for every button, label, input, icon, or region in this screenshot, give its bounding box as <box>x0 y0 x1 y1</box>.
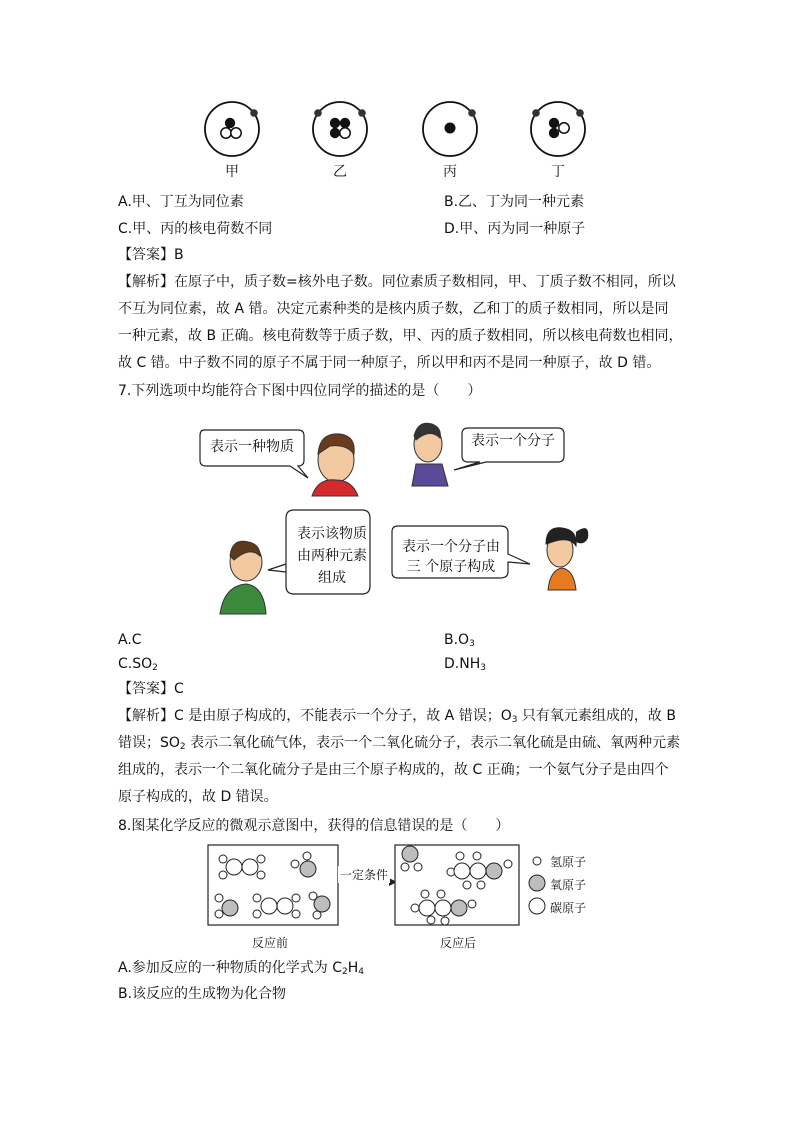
q8-option-a-sub2: 4 <box>358 967 365 977</box>
atom-label-ding: 丁 <box>551 164 565 180</box>
q6-option-a: A.甲、丁互为同位素 <box>118 194 244 210</box>
q7-option-c-text: C.SO <box>118 656 153 672</box>
bubble-3-line-2: 由两种元素 <box>297 548 367 564</box>
q6-option-b: B.乙、丁为同一种元素 <box>444 194 585 210</box>
legend-carbon-label: 碳原子 <box>550 901 587 915</box>
legend-hydrogen-marker <box>533 857 541 865</box>
bubble-2-text: 表示一个分子 <box>471 433 555 449</box>
q8-option-a-sub1: 2 <box>342 967 348 977</box>
q7-option-b-sub: 3 <box>469 639 475 649</box>
q6-analysis-line-3: 一种元素，故 B 正确。核电荷数等于质子数，甲、丙的质子数相同，所以核电荷数也相同， <box>118 328 683 344</box>
atom-label-bing: 丙 <box>443 164 457 180</box>
q6-analysis-line-2: 不互为同位素，故 A 错。决定元素种类的是核内质子数，乙和丁的质子数相同，所以是同 <box>118 301 669 317</box>
q7-analysis-2b: 表示二氧化硫气体，表示一个二氧化硫分子，表示二氧化硫是由硫、氧两种元素 <box>185 735 681 751</box>
bubble-3-line-1: 表示该物质 <box>297 526 367 542</box>
bubble-1-text: 表示一种物质 <box>210 439 294 455</box>
bubble-4-line-2: 三 个原子构成 <box>406 559 496 575</box>
q6-analysis-label: 【解析】 <box>118 274 174 290</box>
student-2-figure <box>412 423 448 486</box>
q7-analysis-line-1 <box>118 706 676 730</box>
q6-analysis-text-1: 在原子中，质子数=核外电子数。同位素质子数相同，甲、丁质子数不相同，所以 <box>174 274 676 290</box>
caption-after: 反应后 <box>439 936 476 950</box>
student-1-figure <box>312 434 358 496</box>
q7-analysis-label: 【解析】 <box>118 708 174 724</box>
q7-option-c-sub: 2 <box>152 663 158 673</box>
q6-analysis-line-4: 故 C 错。中子数不同的原子不属于同一种原子，所以甲和丙不是同一种原子，故 D 错。 <box>118 355 661 371</box>
q7-option-b <box>444 630 475 654</box>
arrow-condition-label: 一定条件 <box>340 868 389 882</box>
q6-option-d: D.甲、丙为同一种原子 <box>444 221 586 237</box>
q7-option-d-text: D.NH <box>444 656 481 672</box>
legend-oxygen-marker <box>529 875 545 891</box>
q7-analysis-line-3: 组成的，表示一个二氧化硫分子是由三个原子构成的，故 C 正确；一个氨气分子是由四个 <box>118 762 669 778</box>
student-4-figure <box>546 528 588 590</box>
legend-carbon-marker <box>529 898 545 914</box>
q7-answer: 【答案】C <box>118 681 184 697</box>
q8-option-b: B.该反应的生成物为化合物 <box>118 986 287 1002</box>
q7-analysis-1-sub: 3 <box>511 715 518 725</box>
legend-hydrogen-label: 氢原子 <box>550 855 587 869</box>
q7-analysis-1b: 只有氧元素组成的，故 B <box>517 708 676 724</box>
q7-option-a: A.C <box>118 632 142 648</box>
q7-option-b-text: B.O <box>444 632 470 648</box>
q8-option-a-mid: H <box>347 960 359 976</box>
q7-analysis-line-2 <box>118 733 680 757</box>
atom-label-jia: 甲 <box>225 164 239 180</box>
q7-analysis-line-4: 原子构成的，故 D 错误。 <box>118 789 278 805</box>
legend-oxygen-label: 氧原子 <box>550 878 587 892</box>
q8-stem: 8.图某化学反应的微观示意图中，获得的信息错误的是（ ） <box>118 818 510 834</box>
atom-yi <box>313 102 367 156</box>
caption-before: 反应前 <box>251 936 288 950</box>
q7-option-d <box>444 654 486 678</box>
student-3-figure <box>220 541 266 614</box>
q8-legend-markers <box>525 852 549 916</box>
q7-analysis-1a: C 是由原子构成的，不能表示一个分子，故 A 错误；O <box>174 708 512 724</box>
atom-diagrams <box>190 96 590 162</box>
q8-option-a-text: A.参加反应的一种物质的化学式为 C <box>118 960 343 976</box>
q8-reaction-diagram <box>205 842 525 928</box>
atom-ding <box>531 102 585 156</box>
q7-option-d-sub: 3 <box>480 663 486 673</box>
q7-analysis-2a: 错误；SO <box>118 735 180 751</box>
atom-jia <box>205 102 259 156</box>
atom-label-yi: 乙 <box>333 164 347 180</box>
q6-answer: 【答案】B <box>118 247 184 263</box>
q7-stem: 7.下列选项中均能符合下图中四位同学的描述的是（ ） <box>118 383 482 399</box>
q7-analysis-2-sub: 2 <box>179 742 186 752</box>
q6-option-c: C.甲、丙的核电荷数不同 <box>118 221 273 237</box>
atom-bing <box>423 102 477 156</box>
q6-analysis-line-1 <box>118 272 676 292</box>
q8-option-a <box>118 958 364 982</box>
q7-option-c <box>118 654 158 678</box>
bubble-4-line-1: 表示一个分子由 <box>402 539 500 555</box>
bubble-3-line-3: 组成 <box>318 570 346 586</box>
